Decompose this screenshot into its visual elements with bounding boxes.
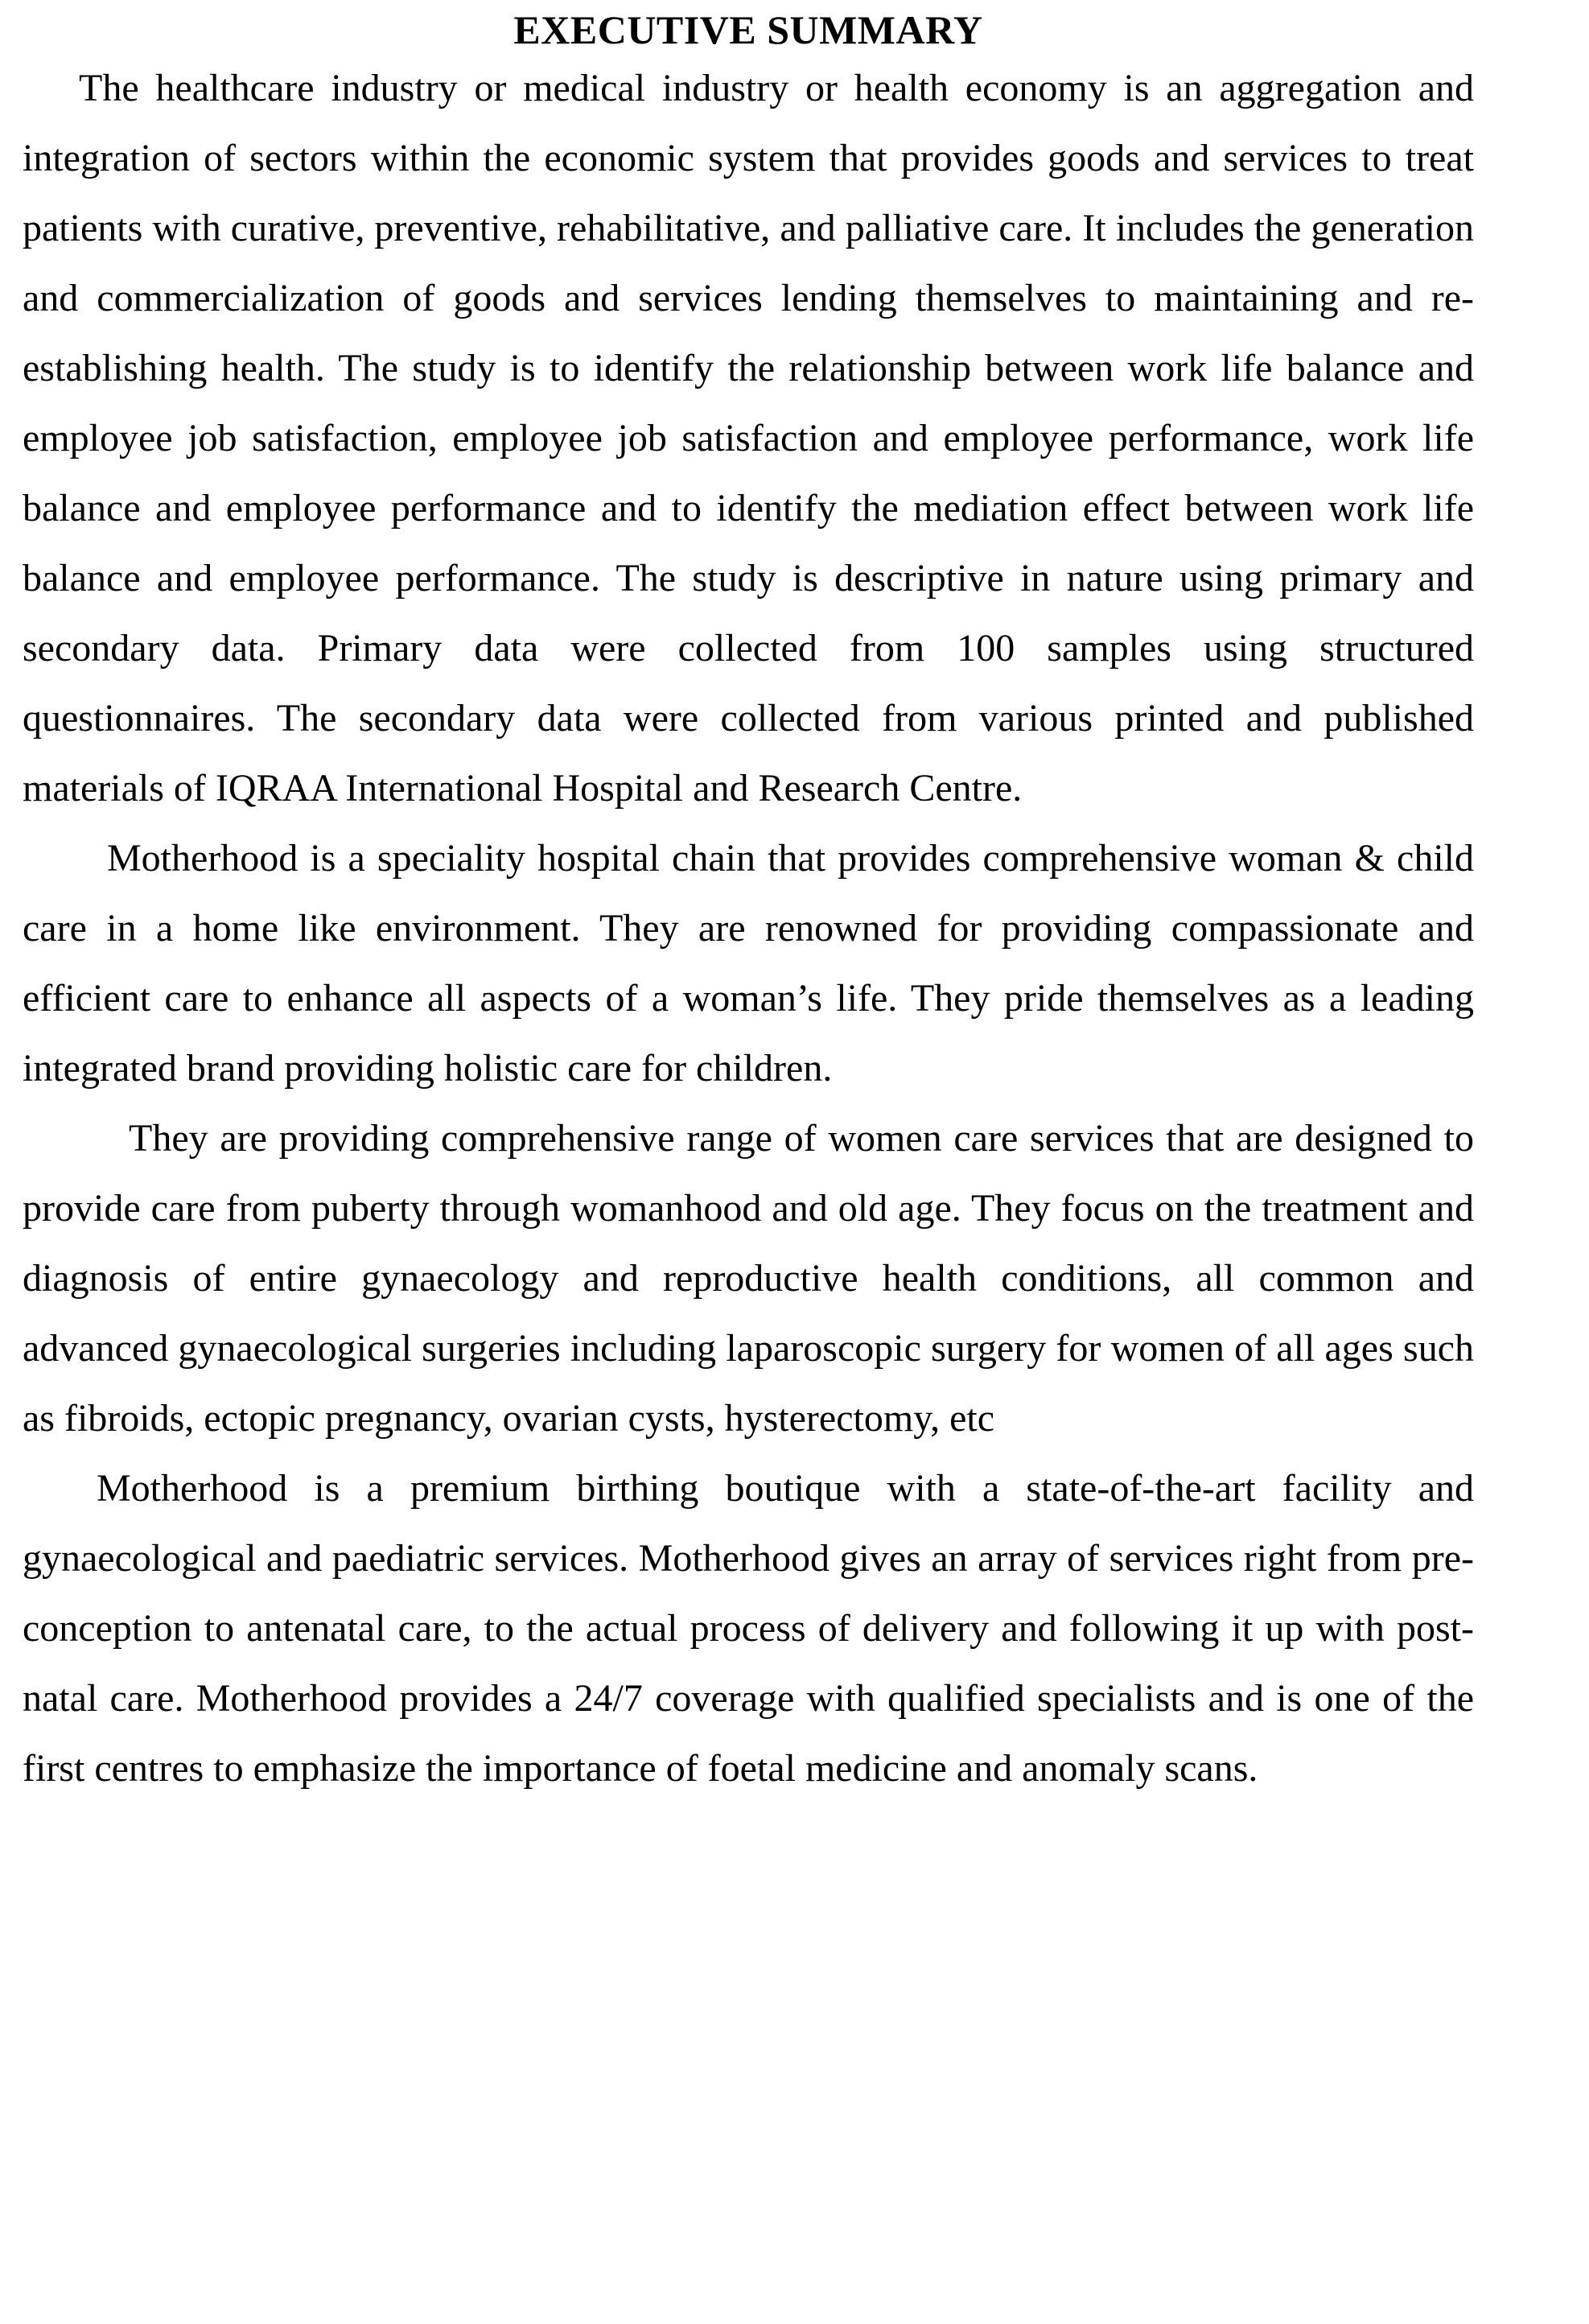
paragraph-healthcare-industry: The healthcare industry or medical industry or health economy is an aggregation and integration of sectors within the economic system that provides goods and services to treat patients with curative, preventive, rehabilitative, and palliative care. It includes the generation and commercialization of goods and services lending themselves to maintaining and re-establishing health. The study is to identify the relationship between work life balance and employee job satisfaction, employee job satisfaction and employee performance, work life balance and employee performance and to identify the mediation effect between work life balance and employee performance. The study is descriptive in nature using primary and secondary data. Primary data were collected from 100 samples using structured questionnaires. The secondary data were collected from various printed and published materials of IQRAA International Hospital and Research Centre. xyxy=(23,67,1474,810)
paragraph-women-care-services: They are providing comprehensive range of women care services that are designed to provide care from puberty through womanhood and old age. They focus on the treatment and diagnosis of entire gynaecology and reproductive health conditions, all common and advanced gynaecological surgeries including laparoscopic surgery for women of all ages such as fibroids, ectopic pregnancy, ovarian cysts, hysterectomy, etc xyxy=(23,1117,1474,1440)
paragraph-motherhood-speciality: Motherhood is a speciality hospital chain that provides comprehensive woman & child care in a home like environment. They are renowned for providing compassionate and efficient care to enhance all aspects of a woman’s life. They pride themselves as a leading integrated brand providing holistic care for children. xyxy=(23,837,1474,1090)
page-title: EXECUTIVE SUMMARY xyxy=(513,7,983,52)
document-body xyxy=(23,53,1474,1803)
paragraph-birthing-boutique: Motherhood is a premium birthing boutique with a state-of-the-art facility and gynaecological and paediatric services. Motherhood gives an array of services right from pre-conception to antenatal care, to the actual process of delivery and following it up with post-natal care. Motherhood provides a 24/7 coverage with qualified specialists and is one of the first centres to emphasize the importance of foetal medicine and anomaly scans. xyxy=(23,1467,1474,1790)
